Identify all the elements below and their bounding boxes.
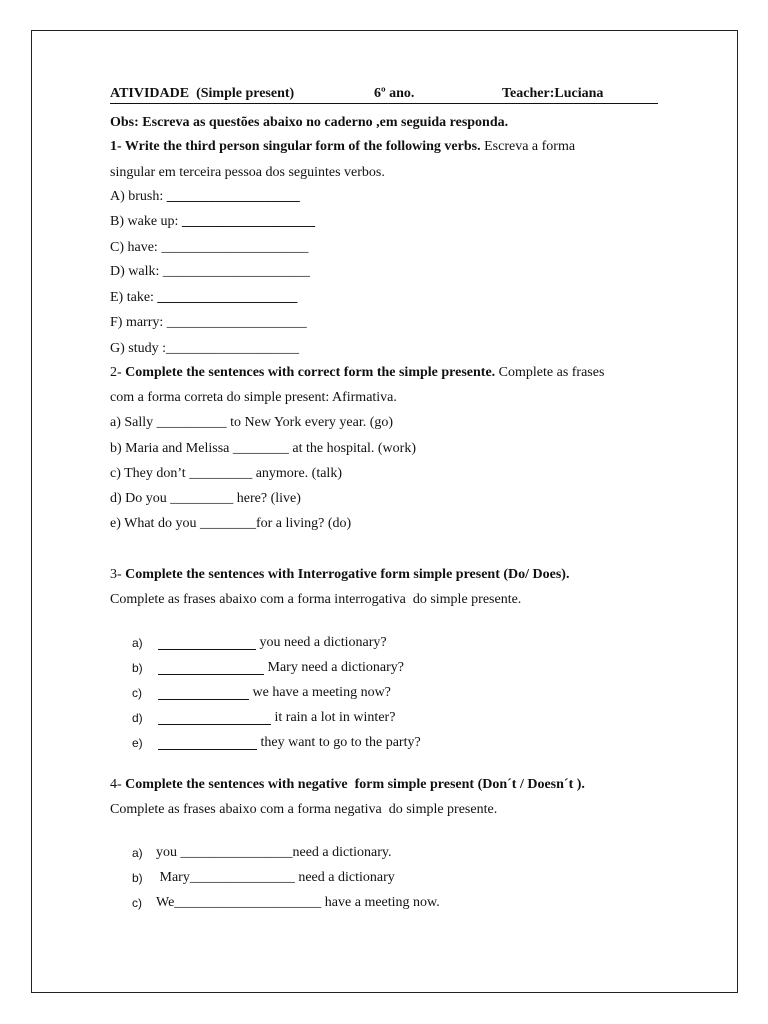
q2-title bbox=[110, 365, 604, 381]
q1-item-g bbox=[110, 341, 299, 357]
q1-answer-blank[interactable]: ____________________ bbox=[166, 315, 307, 330]
q3-number: 3- bbox=[110, 567, 126, 582]
q3-item-letter: a) bbox=[132, 636, 143, 650]
q3-title-line2: Complete as frases abaixo com a forma interrogativa do simple presente. bbox=[110, 592, 522, 607]
q4-item-letter: c) bbox=[132, 896, 142, 910]
q3-answer-blank[interactable] bbox=[158, 710, 271, 725]
q2-title-rest: Complete as frases bbox=[495, 365, 605, 380]
activity-title: ATIVIDADE (Simple present) bbox=[110, 86, 295, 101]
q1-item-label: C) have: bbox=[110, 240, 162, 255]
q3-title bbox=[110, 567, 569, 583]
q1-item-label: G) study : bbox=[110, 341, 166, 356]
q3-title-bold: Complete the sentences with Interrogative form simple present (Do/ Does). bbox=[125, 567, 570, 582]
q3-item-text: we have a meeting now? bbox=[249, 685, 391, 700]
q3-item-text: they want to go to the party? bbox=[257, 735, 421, 750]
q1-answer-blank[interactable]: ___________________ bbox=[166, 341, 299, 356]
q4-title-line2: Complete as frases abaixo com a forma negativa do simple presente. bbox=[110, 802, 498, 817]
q4-item-text[interactable]: you ________________need a dictionary. bbox=[156, 845, 392, 860]
q4-item-text[interactable]: Mary_______________ need a dictionary bbox=[156, 870, 395, 885]
q3-answer-blank[interactable] bbox=[158, 735, 257, 750]
q1-title-bold: 1- Write the third person singular form of the following verbs. bbox=[110, 139, 481, 154]
q3-item-text: it rain a lot in winter? bbox=[271, 710, 396, 725]
q1-answer-blank[interactable]: ____________________ bbox=[157, 290, 298, 305]
q1-answer-blank[interactable]: ___________________ bbox=[181, 214, 315, 229]
q1-item-label: E) take: bbox=[110, 290, 158, 305]
q3-item-letter: c) bbox=[132, 686, 142, 700]
q3-item-letter: b) bbox=[132, 661, 143, 675]
q1-title bbox=[110, 139, 575, 155]
q2-title-bold: Complete the sentences with correct form the simple presente. bbox=[125, 365, 496, 380]
q4-title-bold: Complete the sentences with negative form simple present (Don´t / Doesn´t ). bbox=[125, 777, 585, 792]
q4-item-text[interactable]: We_____________________ have a meeting now. bbox=[156, 895, 440, 910]
q2-sentence[interactable]: b) Maria and Melissa ________ at the hospital. (work) bbox=[110, 441, 416, 456]
q3-answer-blank[interactable] bbox=[158, 635, 256, 650]
q4-item-letter: a) bbox=[132, 846, 143, 860]
q2-sentence[interactable]: e) What do you ________for a living? (do) bbox=[110, 516, 352, 531]
q1-item-a bbox=[110, 189, 300, 205]
q2-sentence[interactable]: d) Do you _________ here? (live) bbox=[110, 491, 301, 506]
q1-answer-blank[interactable]: _____________________ bbox=[161, 240, 309, 255]
q3-item-letter: e) bbox=[132, 736, 143, 750]
q1-title-rest: Escreva a forma bbox=[480, 139, 576, 154]
q3-item-text: Mary need a dictionary? bbox=[264, 660, 404, 675]
worksheet-header bbox=[110, 86, 658, 104]
q3-item-text: you need a dictionary? bbox=[256, 635, 387, 650]
q2-title-line2: com a forma correta do simple present: Afirmativa. bbox=[110, 390, 397, 405]
q1-item-f bbox=[110, 315, 307, 331]
q1-item-b bbox=[110, 214, 315, 230]
q1-item-e bbox=[110, 290, 297, 306]
q2-number: 2- bbox=[110, 365, 126, 380]
q1-item-label: F) marry: bbox=[110, 315, 167, 330]
q4-number: 4- bbox=[110, 777, 126, 792]
q3-item-letter: d) bbox=[132, 711, 143, 725]
q4-item-letter: b) bbox=[132, 871, 143, 885]
obs-note: Obs: Escreva as questões abaixo no caderno ,em seguida responda. bbox=[110, 115, 509, 130]
q4-title bbox=[110, 777, 585, 793]
q1-item-d bbox=[110, 264, 310, 280]
q3-answer-blank[interactable] bbox=[158, 660, 264, 675]
grade-label: 6º ano. bbox=[374, 86, 415, 101]
q1-item-label: A) brush: bbox=[110, 189, 167, 204]
q3-answer-blank[interactable] bbox=[158, 685, 249, 700]
q2-sentence[interactable]: c) They don’t _________ anymore. (talk) bbox=[110, 466, 342, 481]
q1-title-line2: singular em terceira pessoa dos seguintes verbos. bbox=[110, 165, 385, 180]
q1-answer-blank[interactable]: _____________________ bbox=[162, 264, 310, 279]
q1-answer-blank[interactable]: ___________________ bbox=[166, 189, 300, 204]
q2-sentence[interactable]: a) Sally __________ to New York every year. (go) bbox=[110, 415, 394, 430]
q1-item-c bbox=[110, 240, 308, 256]
q1-item-label: D) walk: bbox=[110, 264, 163, 279]
teacher-label: Teacher:Luciana bbox=[502, 86, 604, 101]
q1-item-label: B) wake up: bbox=[110, 214, 182, 229]
